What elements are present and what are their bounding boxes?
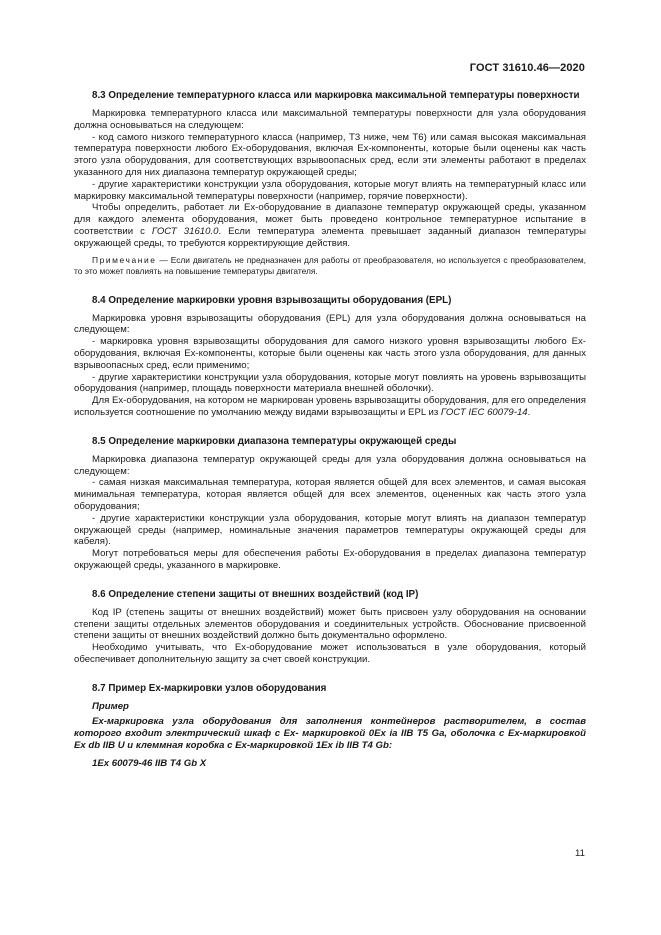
section-8-3-intro: Маркировка температурного класса или максимальной температуры поверхности для узла оборудования должна основываться на следующем: (74, 108, 586, 131)
section-8-5-paragraph-2: Могут потребоваться меры для обеспечения работы Ех-оборудования в пределах диапазона температур окружающей среды, указанного в маркировке. (74, 548, 586, 571)
section-8-6-paragraph-2: Необходимо учитывать, что Ех-оборудование может использоваться в узле оборудования, который обеспечивает дополнительную защиту за счет своей конструкции. (74, 642, 586, 665)
section-8-5-intro: Маркировка диапазона температур окружающей среды для узла оборудования должна основываться на следующем: (74, 453, 586, 477)
section-8-4-intro: Маркировка уровня взрывозащиты оборудования (EPL) для узла оборудования должна основываться на следующем: (74, 312, 586, 336)
standard-code: ГОСТ 31610.46—2020 (469, 62, 585, 74)
section-8-4-bullet-2: - другие характеристики конструкции узла оборудования, которые могут повлиять на уровень взрывозащиты оборудования (например, площадь поверхности материала внешней оболочки). (74, 371, 586, 395)
section-8-3-bullet-2: - другие характеристики конструкции узла оборудования, которые могут влиять на температурный класс или маркировку максимальной температуры поверхности (например, горячие поверхности). (74, 178, 586, 202)
section-8-5-bullet-1: - самая низкая максимальная температура, которая является общей для всех элементов, и самая высокая минимальная температура, которая является общей для всех элементов, оцененных как часть этого узла оборудования; (74, 477, 586, 512)
page-number: 11 (575, 848, 585, 859)
example-marking: 1Ex 60079-46 IIB T4 Gb X (92, 757, 207, 769)
document-body (74, 90, 586, 770)
section-8-7-title: 8.7 Пример Ех-маркировки узлов оборудования (92, 682, 327, 694)
example-text: Ех-маркировка узла оборудования для заполнения контейнеров растворителем, в состав которого входит электрический шкаф с Ех- маркировкой 0Ex ia IIB T5 Ga, оболочка с Ех-маркировкой Ex db IIB U и клеммная коробка с Ех-маркировкой 1Ex ib IIB T4 Gb: (74, 716, 586, 752)
example-label: Пример (92, 700, 129, 712)
section-8-5-bullet-2: - другие характеристики конструкции узла оборудования, которые могут влиять на диапазон температур окружающей среды (например, номинальные значения параметров температуры окружающей среды для кабеля). (74, 512, 586, 548)
note-label: Примечание (92, 254, 157, 265)
section-8-3-title: 8.3 Определение температурного класса или маркировка максимальной температуры поверхности (92, 90, 580, 101)
section-8-3-note: Примечание — Если двигатель не предназначен для работы от преобразователя, но используется с преобразователем, то это может повлиять на повышение температуры двигателя. (74, 254, 586, 277)
section-8-4-title: 8.4 Определение маркировки уровня взрывозащиты оборудования (EPL) (92, 294, 452, 306)
section-8-3-paragraph-2: Чтобы определить, работает ли Ех-оборудование в диапазоне температур окружающей среды, указанном для каждого элемента оборудования, может быть проведено контрольное температурное испытание в соответствии с ГОСТ 31610.0. Если температура элемента превышает заданный диапазон температуры окружающей среды, то требуются корректирующие действия. (74, 202, 587, 249)
section-8-3-bullet-1: - код самого низкого температурного класса (например, Т3 ниже, чем Т6) или самая высокая максимальная температура поверхности любого Ех-оборудования, включая Ех-компоненты, которые были оценены как часть этого узла оборудования, для соответствующих взрывоопасных сред, если эти элементы работают в пределах указанного для них диапазона температур окружающей среды; (74, 131, 586, 178)
reference-gost-31610-0: ГОСТ 31610.0 (151, 225, 219, 237)
reference-gost-iec-60079-14: ГОСТ IEC 60079-14 (440, 406, 528, 418)
section-8-6-paragraph-1: Код IP (степень защиты от внешних воздействий) может быть присвоен узлу оборудования на основании степени защиты отдельных элементов оборудования и соединительных устройств. Обоснование присвоенной степени защиты от внешних воздействий должно быть документально оформлено. (74, 606, 586, 642)
section-8-6-title: 8.6 Определение степени защиты от внешних воздействий (код IP) (92, 588, 419, 600)
section-8-5-title: 8.5 Определение маркировки диапазона температуры окружающей среды (92, 435, 457, 447)
section-8-4-bullet-1: - маркировка уровня взрывозащиты оборудования для самого низкого уровня взрывозащиты любого Ех-оборудования, включая Ех-компоненты, которые были оценены как часть этого узла оборудования, для данных взрывоопасных сред, если применимо; (74, 336, 586, 371)
section-8-4-paragraph-2: Для Ех-оборудования, на котором не маркирован уровень взрывозащиты оборудования, для его определения используется соотношение по умолчанию между видами взрывозащиты и EPL из ГОСТ IEC 60079-14. (74, 395, 586, 418)
